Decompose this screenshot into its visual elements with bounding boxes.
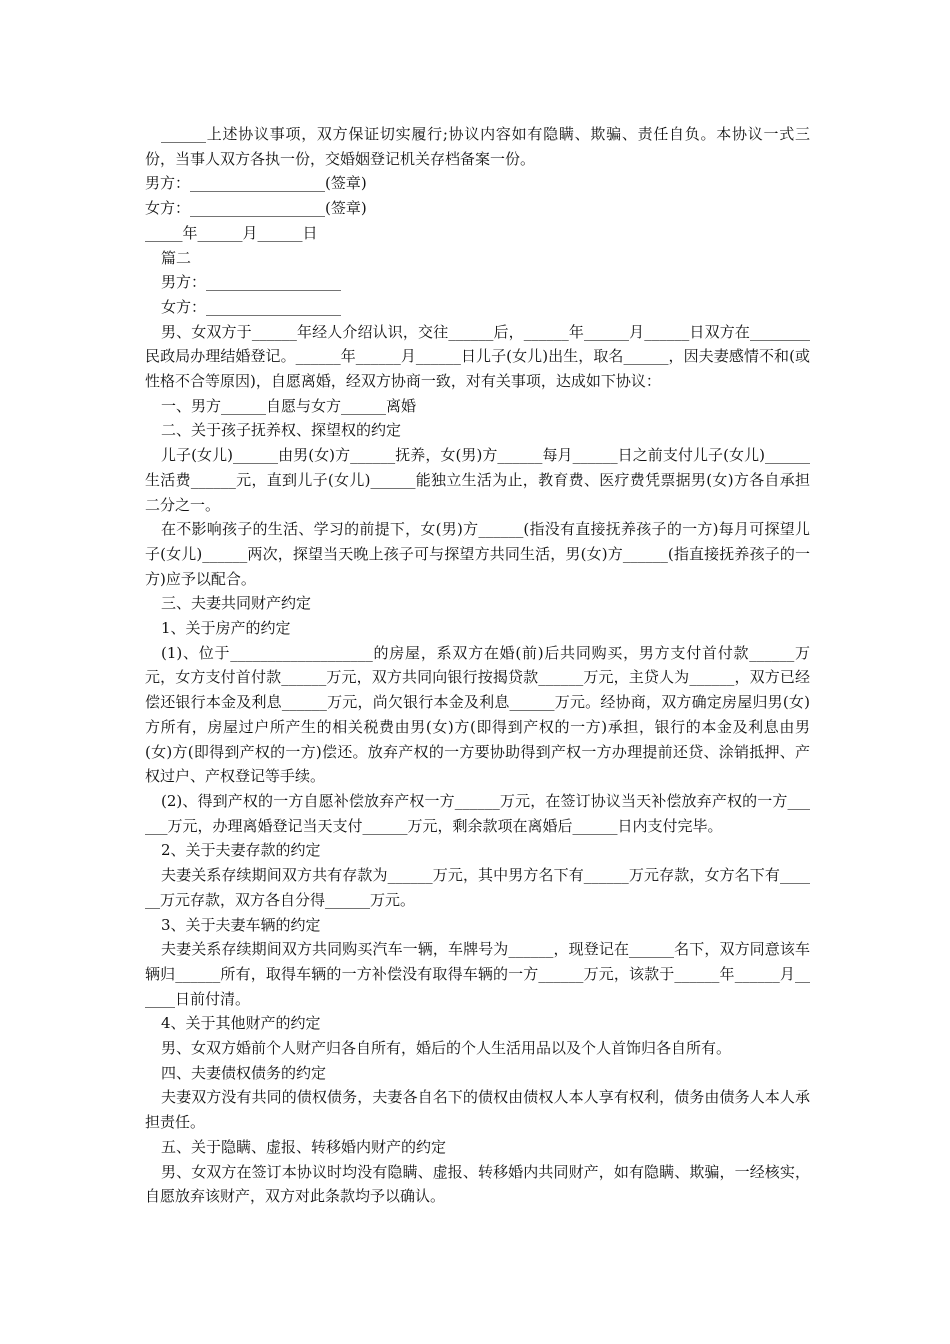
agreement-closing-paragraph: ______上述协议事项，双方保证切实履行;协议内容如有隐瞒、欺骗、责任自负。本协议一式三份，当事人双方各执一份，交婚姻登记机关存档备案一份。 <box>145 125 810 168</box>
clause-paragraph: 夫妻双方没有共同的债权债务，夫妻各自名下的债权由债权人本人享有权利，债务由债务人本人承担责任。 <box>145 1088 810 1132</box>
wife-name-line: 女方：__________________ <box>161 297 342 316</box>
husband-signature-line: 男方：__________________(签章) <box>145 174 367 193</box>
document-body <box>145 122 810 1209</box>
clause-paragraph: 在不影响孩子的生活、学习的前提下，女(男)方______(指没有直接抚养孩子的一方)每月可探望儿子(女儿)______两次，探望当天晚上孩子可与探望方共同生活，男(女)方______(指直接抚养孩子的一方)应予以配合。 <box>145 520 810 588</box>
wife-signature-line: 女方：__________________(签章) <box>145 199 367 218</box>
clause-paragraph: 男、女双方婚前个人财产归各自所有，婚后的个人生活用品以及个人首饰归各自所有。 <box>161 1039 732 1058</box>
sub-clause-heading: 4、关于其他财产的约定 <box>161 1014 321 1033</box>
clause-paragraph: 夫妻关系存续期间双方共有存款为______万元，其中男方名下有______万元存款，女方名下有______万元存款，双方各自分得______万元。 <box>145 866 810 909</box>
clause-heading: 二、关于孩子抚养权、探望权的约定 <box>161 421 402 440</box>
sub-clause-heading: 1、关于房产的约定 <box>161 619 291 638</box>
clause-paragraph: 儿子(女儿)______由男(女)方______抚养，女(男)方______每月______日之前支付儿子(女儿)______生活费______元，直到儿子(女儿)______能独立生活为止，教育费、医疗费凭票据男(女)方各自承担二分之一。 <box>145 446 810 514</box>
intro-paragraph: 男、女双方于______年经人介绍认识，交往______后，______年______月______日双方在________民政局办理结婚登记。______年______月______日儿子(女儿)出生，取名______，因夫妻感情不和(或性格不合等原因)，自愿离婚，经双方协商一致，对有关事项，达成如下协议： <box>145 322 810 391</box>
husband-name-line: 男方：__________________ <box>161 273 342 292</box>
section-title: 篇二 <box>161 248 192 267</box>
clause-paragraph: (2)、得到产权的一方自愿补偿放弃产权一方______万元，在签订协议当天补偿放弃产权的一方______万元，办理离婚登记当天支付______万元，剩余款项在离婚后______日内支付完毕。 <box>145 791 810 835</box>
clause-heading: 四、夫妻债权债务的约定 <box>161 1063 327 1082</box>
sub-clause-heading: 3、关于夫妻车辆的约定 <box>161 915 321 934</box>
clause-paragraph: 夫妻关系存续期间双方共同购买汽车一辆，车牌号为______，现登记在______名下，双方同意该车辆归______所有，取得车辆的一方补偿没有取得车辆的一方______万元，该款于______年______月______日前付清。 <box>145 940 810 1008</box>
date-line: _____年______月______日 <box>145 223 318 242</box>
clause-heading: 三、夫妻共同财产约定 <box>161 594 312 613</box>
clause-heading: 五、关于隐瞒、虚报、转移婚内财产的约定 <box>161 1137 447 1156</box>
clause-paragraph: (1)、位于___________________的房屋，系双方在婚(前)后共同购买，男方支付首付款______万元，女方支付首付款______万元，双方共同向银行按揭贷款______万元，主贷人为______，双方已经偿还银行本金及利息______万元，尚欠银行本金及利息______万元。经协商，双方确定房屋归男(女)方所有，房屋过户所产生的相关税费由男(女)方(即得到产权的一方)承担，银行的本金及利息由男(女)方(即得到产权的一方)偿还。放弃产权的一方要协助得到产权一方办理提前还贷、涂销抵押、产权过户、产权登记等手续。 <box>145 643 810 786</box>
clause-heading: 一、男方______自愿与女方______离婚 <box>161 396 417 415</box>
clause-paragraph: 男、女双方在签订本协议时均没有隐瞒、虚报、转移婚内共同财产，如有隐瞒、欺骗，一经核实，自愿放弃该财产，双方对此条款均予以确认。 <box>145 1162 810 1206</box>
sub-clause-heading: 2、关于夫妻存款的约定 <box>161 841 321 860</box>
